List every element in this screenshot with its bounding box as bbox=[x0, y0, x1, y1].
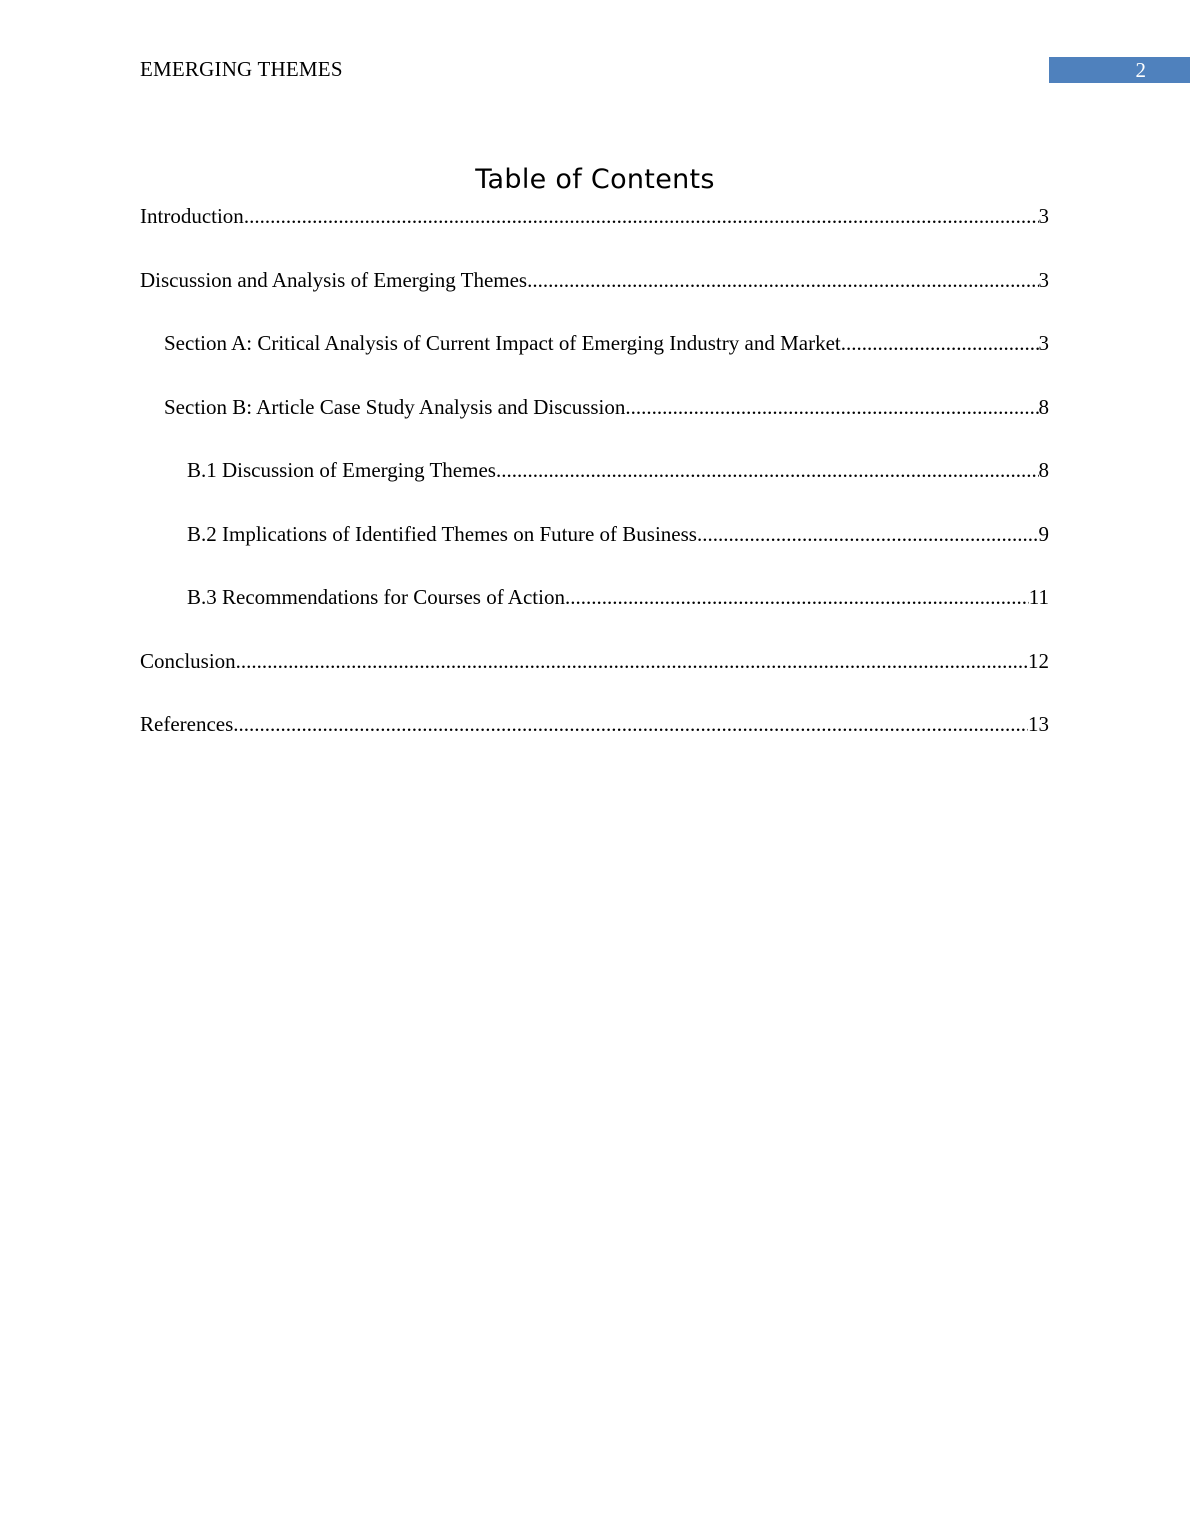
toc-dot-leader bbox=[625, 391, 1038, 423]
running-header-title: EMERGING THEMES bbox=[140, 57, 343, 81]
toc-entry-title: Section B: Article Case Study Analysis and Discussion bbox=[164, 394, 626, 419]
toc-entry-page: 13 bbox=[1028, 712, 1049, 736]
toc-heading: Table of Contents bbox=[475, 164, 715, 195]
toc-entry-b3[interactable] bbox=[140, 581, 1049, 645]
toc-entry-title: B.3 Recommendations for Courses of Action bbox=[187, 585, 565, 609]
toc-dot-leader bbox=[565, 581, 1029, 613]
toc-entry-title: References bbox=[140, 712, 234, 736]
toc-dot-leader bbox=[841, 327, 1039, 359]
toc-entry-page: 3 bbox=[1038, 331, 1049, 355]
toc-entry-page: 8 bbox=[1038, 394, 1049, 419]
toc-entry-section-b[interactable] bbox=[140, 391, 1049, 455]
toc-dot-leader bbox=[233, 708, 1028, 740]
toc-entry-conclusion[interactable] bbox=[140, 645, 1049, 709]
toc-entry-references[interactable] bbox=[140, 708, 1049, 772]
toc-entry-title: Conclusion bbox=[140, 648, 236, 673]
table-of-contents bbox=[140, 200, 1049, 772]
toc-entry-title: B.2 Implications of Identified Themes on Future of Business bbox=[187, 521, 697, 546]
toc-dot-leader bbox=[244, 200, 1039, 232]
toc-entry-title: Introduction bbox=[140, 204, 244, 228]
toc-entry-page: 11 bbox=[1028, 585, 1049, 609]
toc-entry-b1[interactable] bbox=[140, 454, 1049, 518]
toc-dot-leader bbox=[496, 454, 1039, 486]
toc-entry-page: 3 bbox=[1038, 267, 1049, 292]
page-number-badge: 2 bbox=[1049, 57, 1190, 83]
toc-entry-discussion-and-analysis[interactable] bbox=[140, 264, 1049, 328]
toc-entry-page: 12 bbox=[1028, 648, 1049, 673]
toc-dot-leader bbox=[236, 645, 1028, 677]
toc-entry-b2[interactable] bbox=[140, 518, 1049, 582]
toc-entry-page: 8 bbox=[1038, 458, 1049, 482]
toc-dot-leader bbox=[527, 264, 1038, 296]
toc-entry-title: Section A: Critical Analysis of Current Impact of Emerging Industry and Market bbox=[164, 331, 841, 355]
toc-entry-page: 9 bbox=[1038, 521, 1049, 546]
toc-entry-title: Discussion and Analysis of Emerging Themes bbox=[140, 267, 528, 292]
toc-dot-leader bbox=[697, 518, 1039, 550]
toc-entry-page: 3 bbox=[1038, 204, 1049, 228]
toc-entry-section-a[interactable] bbox=[140, 327, 1049, 391]
toc-entry-introduction[interactable] bbox=[140, 200, 1049, 264]
toc-entry-title: B.1 Discussion of Emerging Themes bbox=[187, 458, 496, 482]
